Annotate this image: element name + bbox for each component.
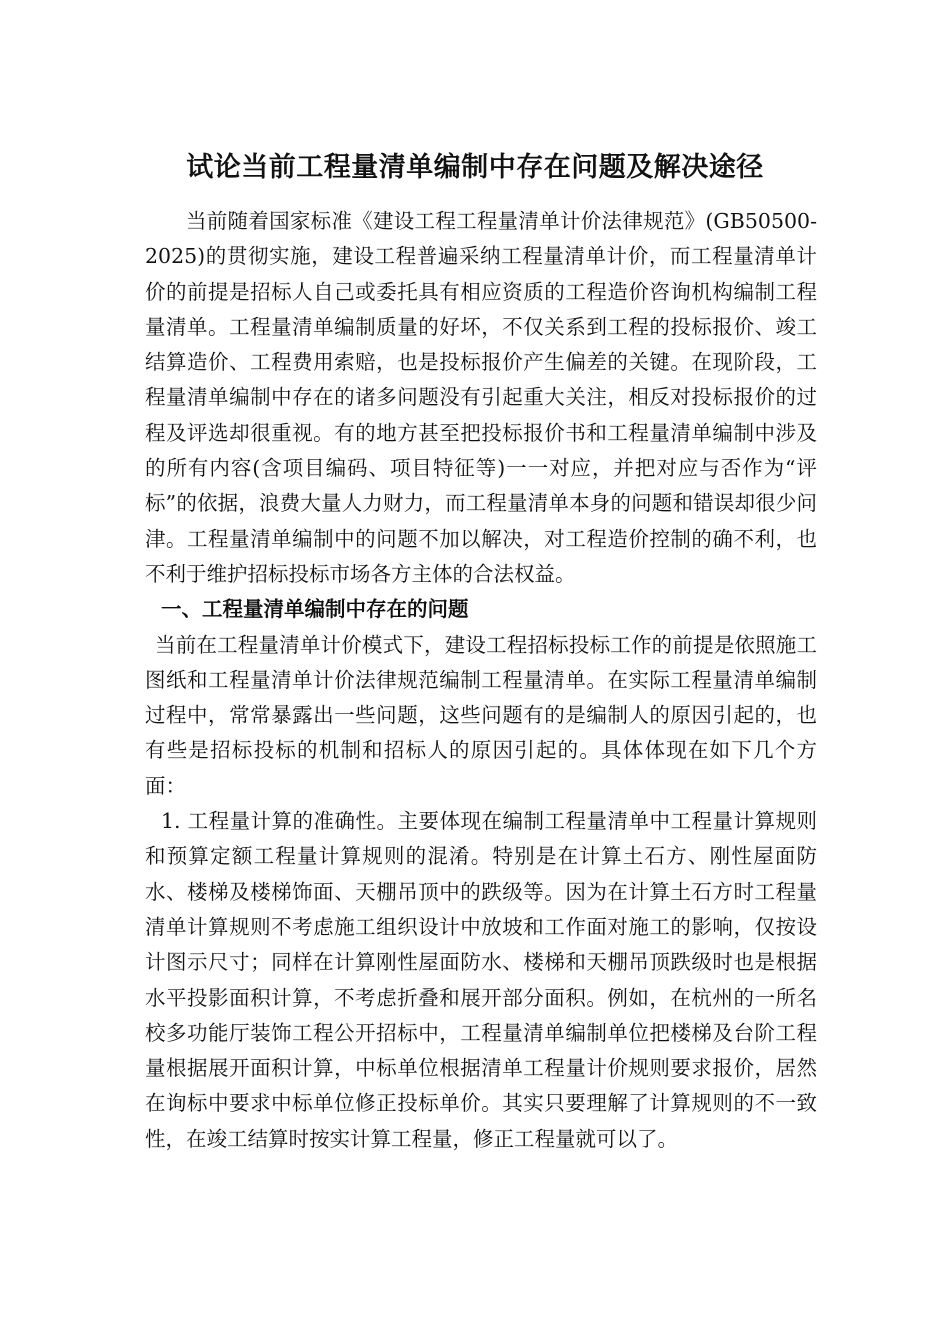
list-item-paragraph: 1. 工程量计算的准确性。主要体现在编制工程量清单中工程量计算规则和预算定额工程量计算规则的混淆。特别是在计算土石方、刚性屋面防水、楼梯及楼梯饰面、天棚吊顶中的跌级等。因为在计算土石方时工程量清单计算规则不考虑施工组织设计中放坡和工作面对施工的影响，仅按设计图示尺寸；同样在计算刚性屋面防水、楼梯和天棚吊顶跌级时也是根据水平投影面积计算，不考虑折叠和展开部分面积。例如，在杭州的一所名校多功能厅装饰工程公开招标中，工程量清单编制单位把楼梯及台阶工程量根据展开面积计算，中标单位根据清单工程量计价规则要求报价，居然在询标中要求中标单位修正投标单价。其实只要理解了计算规则的不一致性，在竣工结算时按实计算工程量，修正工程量就可以了。 (145, 809, 817, 1151)
document-body (145, 204, 817, 1157)
document-title: 试论当前工程量清单编制中存在问题及解决途径 (186, 152, 764, 184)
section-paragraph: 当前在工程量清单计价模式下，建设工程招标投标工作的前提是依照施工图纸和工程量清单计价法律规范编制工程量清单。在实际工程量清单编制过程中，常常暴露出一些问题，这些问题有的是编制人的原因引起的，也有些是招标投标的机制和招标人的原因引起的。具体体现在如下几个方面： (145, 632, 817, 798)
intro-paragraph: 当前随着国家标准《建设工程工程量清单计价法律规范》(GB50500-2025)的贯彻实施，建设工程普遍采纳工程量清单计价，而工程量清单计价的前提是招标人自己或委托具有相应资质的工程造价咨询机构编制工程量清单。工程量清单编制质量的好坏，不仅关系到工程的投标报价、竣工结算造价、工程费用索赔，也是投标报价产生偏差的关键。在现阶段，工程量清单编制中存在的诸多问题没有引起重大关注，相反对投标报价的过程及评选却很重视。有的地方甚至把投标报价书和工程量清单编制中涉及的所有内容(含项目编码、项目特征等)一一对应，并把对应与否作为“评标”的依据，浪费大量人力财力，而工程量清单本身的问题和错误却很少问津。工程量清单编制中的问题不加以解决，对工程造价控制的确不利，也不利于维护招标投标市场各方主体的合法权益。 (145, 209, 817, 586)
section-heading: 一、工程量清单编制中存在的问题 (161, 597, 469, 622)
